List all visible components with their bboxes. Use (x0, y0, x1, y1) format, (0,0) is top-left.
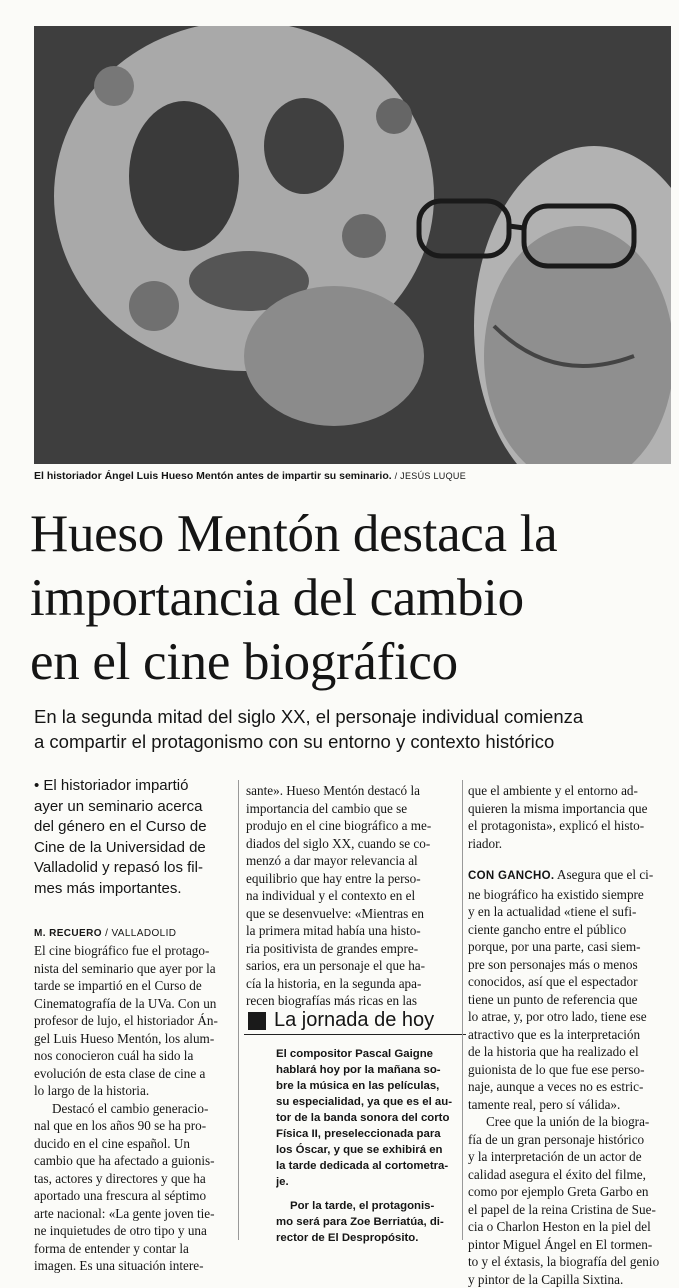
headline-line: en el cine biográfico (30, 630, 670, 694)
byline (34, 928, 176, 939)
caption-text: El historiador Ángel Luis Hueso Mentón antes de impartir su seminario. (34, 470, 392, 482)
body-line: nos conocieron cuál ha sido la (34, 1047, 234, 1065)
body-line: y la interpretación de un actor de (468, 1148, 673, 1166)
article-photo (34, 26, 671, 464)
body-line: lo atrae, y, por otro lado, tiene ese (468, 1008, 673, 1026)
body-line: cía la historia, en la segunda apa- (246, 975, 450, 993)
box-line: hablará hoy por la mañana so- (276, 1062, 466, 1078)
deck-line: a compartir el protagonismo con su entorno y contexto histórico (34, 729, 674, 754)
body-line: nista del seminario que ayer por la (34, 960, 234, 978)
sidebar-title-text: La jornada de hoy (274, 1009, 434, 1032)
byline-place: / VALLADOLID (102, 928, 177, 939)
body-line: cia o Charlon Heston en la piel del (468, 1218, 673, 1236)
box-line: su especialidad, ya que es el au- (276, 1094, 466, 1110)
box-line: tor de la banda sonora del corto (276, 1110, 466, 1126)
byline-author: M. RECUERO (34, 928, 102, 939)
box-line: mo será para Zoe Berriatúa, di- (276, 1214, 466, 1230)
body-line: Cree que la unión de la biogra- (468, 1113, 673, 1131)
body-column-2 (246, 782, 450, 1010)
box-line: la tarde dedicada al cortometra- (276, 1158, 466, 1174)
box-line: rector de El Despropósito. (276, 1230, 466, 1246)
body-line: pintor Miguel Ángel en El tormen- (468, 1236, 673, 1254)
body-line: que el ambiente y el entorno ad- (468, 782, 673, 800)
deck-subtitle (34, 704, 674, 754)
column-divider (238, 780, 239, 1240)
body-line: produjo en el cine biográfico a me- (246, 817, 450, 835)
body-line: tiene un punto de referencia que (468, 991, 673, 1009)
body-column-1 (34, 942, 234, 1275)
column-divider (462, 780, 463, 1240)
body-line: el protagonista», explicó el histo- (468, 817, 673, 835)
body-line: Cinematografía de la UVa. Con un (34, 995, 234, 1013)
body-line: cambio que ha afectado a guionis- (34, 1152, 234, 1170)
body-line: El cine biográfico fue el protago- (34, 942, 234, 960)
lead-line: • El historiador impartió (34, 776, 234, 797)
body-line: la primera mitad había una histo- (246, 922, 450, 940)
lead-line: del género en el Curso de (34, 817, 234, 838)
body-line: ciente gancho entre el público (468, 921, 673, 939)
body-line: riador. (468, 835, 673, 853)
body-line: imagen. Es una situación intere- (34, 1257, 234, 1275)
box-line: Por la tarde, el protagonis- (276, 1198, 466, 1214)
body-line: tarde se impartió en el Curso de (34, 977, 234, 995)
body-line: de la historia que ha realizado el (468, 1043, 673, 1061)
photo-caption (34, 470, 674, 482)
box-line: los Óscar, y que se exhibirá en (276, 1142, 466, 1158)
body-line: calidad asegura el éxito del filme, (468, 1166, 673, 1184)
body-line: lo largo de la historia. (34, 1082, 234, 1100)
body-line (468, 866, 673, 886)
sidebar-box-title (244, 1008, 466, 1035)
photo-credit: / JESÚS LUQUE (395, 471, 466, 481)
box-line: El compositor Pascal Gaigne (276, 1046, 466, 1062)
body-line: conocidos, así que el espectador (468, 973, 673, 991)
body-line: gel Luis Hueso Mentón, los alum- (34, 1030, 234, 1048)
body-line: el papel de la reina Cristina de Sue- (468, 1201, 673, 1219)
box-line: bre la música en las películas, (276, 1078, 466, 1094)
body-line: nal que en los años 90 se ha pro- (34, 1117, 234, 1135)
body-line: sante». Hueso Mentón destacó la (246, 782, 450, 800)
headline (30, 502, 670, 694)
body-line: tas, actores y directores y que ha (34, 1170, 234, 1188)
body-line: tamente real, pero sí válida». (468, 1096, 673, 1114)
box-line: Física II, preseleccionada para (276, 1126, 466, 1142)
lead-summary (34, 776, 234, 899)
body-line: fía de un gran personaje histórico (468, 1131, 673, 1149)
body-line: y pintor de la Capilla Sixtina. (468, 1271, 673, 1288)
body-column-3 (468, 782, 673, 1288)
body-line: como por ejemplo Greta Garbo en (468, 1183, 673, 1201)
body-line: quieren la misma importancia que (468, 800, 673, 818)
body-line: importancia del cambio que se (246, 800, 450, 818)
body-line: diados del siglo XX, cuando se co- (246, 835, 450, 853)
body-line: Destacó el cambio generacio- (34, 1100, 234, 1118)
headline-line: importancia del cambio (30, 566, 670, 630)
body-line: ne biográfico ha existido siempre (468, 886, 673, 904)
body-line: arte nacional: «La gente joven tie- (34, 1205, 234, 1223)
headline-line: Hueso Mentón destaca la (30, 502, 670, 566)
body-line: menzó a dar mayor relevancia al (246, 852, 450, 870)
lead-line: ayer un seminario acerca (34, 797, 234, 818)
body-line: recen biografías más ricas en las (246, 992, 450, 1010)
sidebar-box-body (276, 1046, 466, 1246)
body-line: na individual y el contexto en el (246, 887, 450, 905)
body-line: ducido en el cine español. Un (34, 1135, 234, 1153)
body-line: ria positivista de grandes empre- (246, 940, 450, 958)
body-line: guionista de lo que fue ese perso- (468, 1061, 673, 1079)
photo-illustration (34, 26, 671, 464)
body-line: equilibrio que hay entre la perso- (246, 870, 450, 888)
body-line: porque, por una parte, casi siem- (468, 938, 673, 956)
body-line: ne inquietudes de otro tipo y una (34, 1222, 234, 1240)
lead-line: Cine de la Universidad de (34, 838, 234, 859)
body-line: que se desenvuelve: «Mientras en (246, 905, 450, 923)
body-line: forma de entender y contar la (34, 1240, 234, 1258)
lead-line: Valladolid y repasó los fil- (34, 858, 234, 879)
body-line: y en la actualidad «tiene el sufi- (468, 903, 673, 921)
body-line: evolución de esta clase de cine a (34, 1065, 234, 1083)
lead-line: mes más importantes. (34, 879, 234, 900)
newspaper-icon (248, 1012, 266, 1030)
body-line: to y el éxtasis, la biografía del genio (468, 1253, 673, 1271)
body-line: profesor de lujo, el historiador Án- (34, 1012, 234, 1030)
section-subhead: CON GANCHO. (468, 870, 554, 882)
body-line: pre son personajes más o menos (468, 956, 673, 974)
deck-line: En la segunda mitad del siglo XX, el personaje individual comienza (34, 704, 674, 729)
body-line: atractivo que es la interpretación (468, 1026, 673, 1044)
body-line: aportado una frescura al séptimo (34, 1187, 234, 1205)
box-line: je. (276, 1174, 466, 1190)
body-line: naje, aunque a veces no es estric- (468, 1078, 673, 1096)
body-line: sarios, era un personaje el que ha- (246, 957, 450, 975)
body-text: Asegura que el ci- (554, 867, 653, 882)
